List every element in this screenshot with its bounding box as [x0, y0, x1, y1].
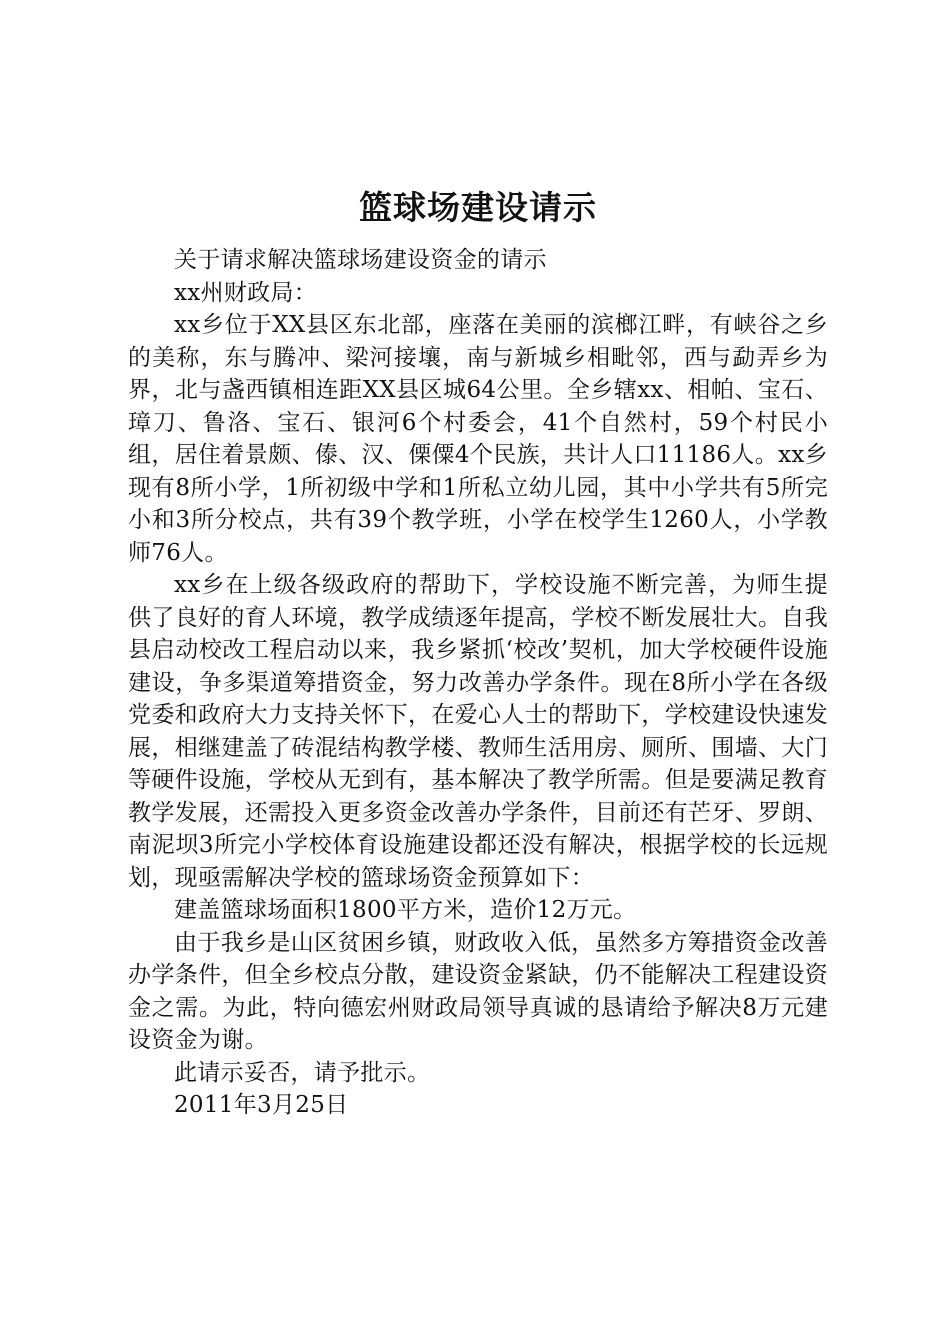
document-subtitle: 关于请求解决篮球场建设资金的请示 — [174, 247, 547, 273]
paragraph-location: xx乡位于XX县区东北部，座落在美丽的滨榔江畔，有峡谷之乡的美称，东与腾冲、梁河接壤，南与新城乡相毗邻，西与勐弄乡为界，北与盏西镇相连距XX县区城64公里。全乡辖xx、相帕、宝石、璋刀、鲁洛、宝石、银河6个村委会，41个自然村，59个村民小组，居住着景颇、傣、汉、傈僳4个民族，共计人口11186人。xx乡现有8所小学，1所初级中学和1所私立幼儿园，其中小学共有5所完小和3所分校点，共有39个教学班，小学在校学生1260人，小学教师76人。 — [128, 312, 828, 566]
paragraph-budget: 建盖篮球场面积1800平方米，造价12万元。 — [174, 897, 637, 923]
document-page — [128, 180, 828, 1122]
salutation: xx州财政局： — [174, 279, 318, 306]
document-date: 2011年3月25日 — [174, 1092, 349, 1118]
paragraph-school-development: xx乡在上级各级政府的帮助下，学校设施不断完善，为师生提供了良好的育人环境，教学成绩逐年提高，学校不断发展壮大。自我县启动校改工程启动以来，我乡紧抓‘校改’契机，加大学校硬件设施建设，争多渠道筹措资金，努力改善办学条件。现在8所小学在各级党委和政府大力支持关怀下，在爱心人士的帮助下，学校建设快速发展，相继建盖了砖混结构教学楼、教师生活用房、厕所、围墙、大门等硬件设施，学校从无到有，基本解决了教学所需。但是要满足教育教学发展，还需投入更多资金改善办学条件，目前还有芒牙、罗朗、南泥坝3所完小学校体育设施建设都还没有解决，根据学校的长远规划，现亟需解决学校的篮球场资金预算如下： — [128, 572, 828, 891]
paragraph-closing: 此请示妥否，请予批示。 — [174, 1059, 431, 1086]
paragraph-request: 由于我乡是山区贫困乡镇，财政收入低，虽然多方筹措资金改善办学条件，但全乡校点分散，建设资金紧缺，仍不能解决工程建设资金之需。为此，特向德宏州财政局领导真诚的恳请给予解决8万元建设资金为谢。 — [128, 929, 828, 1053]
document-title: 篮球场建设请示 — [359, 188, 597, 227]
